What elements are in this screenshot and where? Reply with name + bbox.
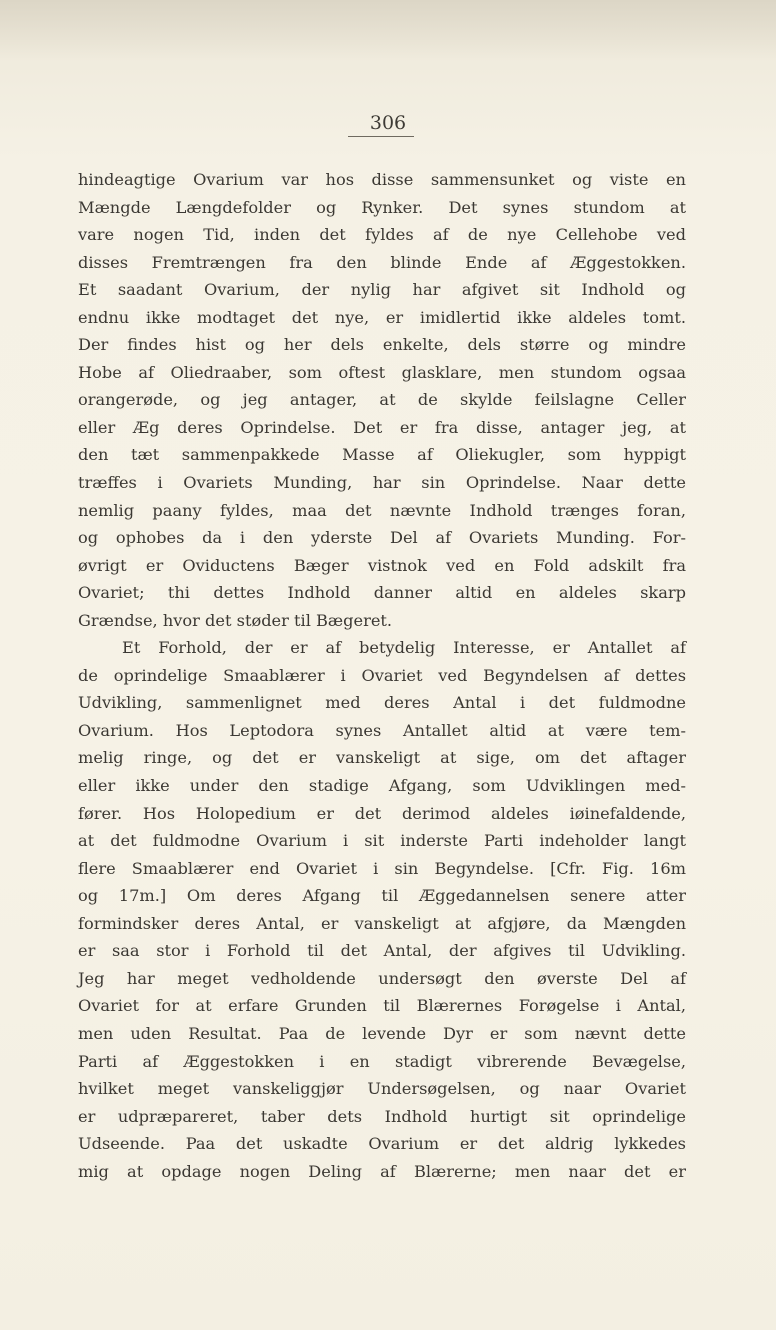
text-line: men uden Resultat. Paa de levende Dyr er som nævnt dette	[78, 1023, 686, 1043]
text-line: Jeg har meget vedholdende undersøgt den øverste Del af	[78, 968, 686, 988]
text-line: endnu ikke modtaget det nye, er imidlertid ikke aldeles tomt.	[78, 307, 686, 327]
text-line-paragraph-end: Grændse, hvor det støder til Bægeret.	[78, 610, 393, 630]
text-line: og 17m.] Om deres Afgang til Æggedannelsen senere atter	[78, 886, 686, 906]
text-line: Udvikling, sammenlignet med deres Antal i det fuldmodne	[78, 693, 686, 713]
text-line: Hobe af Oliedraaber, som oftest glasklare, men stundom ogsaa	[78, 362, 686, 382]
text-line: hvilket meget vanskeliggjør Undersøgelsen, og naar Ovariet	[78, 1079, 686, 1099]
text-line: Mængde Længdefolder og Rynker. Det synes stundom at	[78, 197, 686, 217]
text-line: eller ikke under den stadige Afgang, som Udviklingen med-	[78, 776, 686, 796]
text-line: Ovariet; thi dettes Indhold danner altid en aldeles skarp	[78, 583, 686, 603]
text-line: og ophobes da i den yderste Del af Ovariets Munding. For-	[78, 528, 686, 548]
text-line: eller Æg deres Oprindelse. Det er fra disse, antager jeg, at	[78, 417, 686, 437]
text-line: er saa stor i Forhold til det Antal, der afgives til Udvikling.	[78, 941, 686, 961]
text-line: nemlig paany fyldes, maa det nævnte Indhold trænges foran,	[78, 500, 686, 520]
text-line: orangerøde, og jeg antager, at de skylde feilslagne Celler	[78, 390, 686, 410]
body-text	[78, 166, 686, 1185]
text-line: Der findes hist og her dels enkelte, dels større og mindre	[78, 335, 686, 355]
text-line: Ovarium. Hos Leptodora synes Antallet altid at være tem-	[78, 720, 686, 740]
text-line: Et saadant Ovarium, der nylig har afgivet sit Indhold og	[78, 280, 686, 300]
text-line: den tæt sammenpakkede Masse af Oliekugler, som hyppigt	[78, 445, 686, 465]
text-line: fører. Hos Holopedium er det derimod aldeles iøinefaldende,	[78, 803, 686, 823]
text-line-paragraph-start: Et Forhold, der er af betydelig Interesse, er Antallet af	[122, 638, 686, 658]
text-line: er udpræpareret, taber dets Indhold hurtigt sit oprindelige	[78, 1106, 686, 1126]
text-line: hindeagtige Ovarium var hos disse sammensunket og viste en	[78, 170, 686, 189]
text-line: formindsker deres Antal, er vanskeligt at afgjøre, da Mængden	[78, 913, 686, 933]
text-line: vare nogen Tid, inden det fyldes af de nye Cellehobe ved	[78, 225, 686, 245]
text-line: mig at opdage nogen Deling af Blærerne; men naar det er	[78, 1161, 686, 1181]
text-line: Ovariet for at erfare Grunden til Blærernes Forøgelse i Antal,	[78, 996, 686, 1016]
text-line: øvrigt er Oviductens Bæger vistnok ved en Fold adskilt fra	[78, 555, 686, 575]
page-top-shading	[0, 0, 776, 60]
page-number-rule	[348, 136, 414, 137]
text-line: disses Fremtrængen fra den blinde Ende af Æggestokken.	[78, 252, 686, 272]
text-line: Parti af Æggestokken i en stadigt vibrerende Bevægelse,	[78, 1051, 686, 1071]
text-line: Udseende. Paa det uskadte Ovarium er det aldrig lykkedes	[78, 1134, 686, 1154]
text-line: træffes i Ovariets Munding, har sin Oprindelse. Naar dette	[78, 473, 686, 493]
text-line: at det fuldmodne Ovarium i sit inderste Parti indeholder langt	[78, 831, 686, 851]
text-line: flere Smaablærer end Ovariet i sin Begyndelse. [Cfr. Fig. 16m	[78, 858, 686, 878]
page-number: 306	[369, 112, 407, 134]
text-line: de oprindelige Smaablærer i Ovariet ved Begyndelsen af dettes	[78, 665, 686, 685]
text-line: melig ringe, og det er vanskeligt at sige, om det aftager	[78, 748, 686, 768]
